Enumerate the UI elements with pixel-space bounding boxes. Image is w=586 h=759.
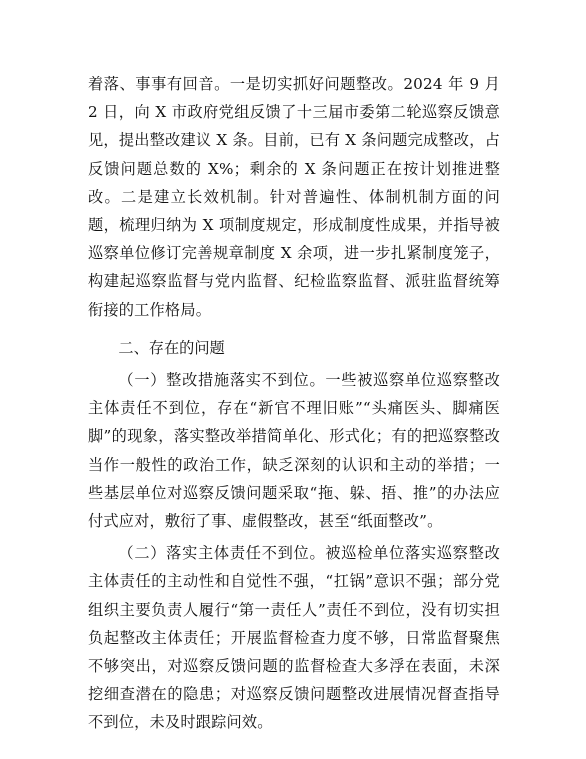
section-heading: 二、存在的问题 (118, 338, 225, 357)
document-page (88, 70, 500, 737)
body-paragraph-3: （二）落实主体责任不到位。被巡检单位落实巡察整改主体责任的主动性和自觉性不强，“扛锅”意识不强；部分党组织主要负责人履行“第一责任人”责任不到位，没有切实担负起整改主体责任；开展监督检查力度不够，日常监督聚焦不够突出，对巡察反馈问题的监督检查大多浮在表面，未深挖细查潜在的隐患；对巡察反馈问题整改进展情况督查指导不到位，未及时跟踪问效。 (88, 544, 500, 732)
paragraph-gap (88, 324, 500, 328)
body-paragraph-2: （一）整改措施落实不到位。一些被巡察单位巡察整改主体责任不到位，存在“新官不理旧账”“头痛医头、脚痛医脚”的现象，落实整改举措简单化、形式化；有的把巡察整改当作一般性的政治工作，缺乏深刻的认识和主动的举措；一些基层单位对巡察反馈问题采取“拖、躲、捂、推”的办法应付式应对，敷衍了事、虚假整改，甚至“纸面整改”。 (88, 371, 500, 531)
body-paragraph-1: 着落、事事有回音。一是切实抓好问题整改。2024 年 9 月 2 日，向 X 市政府党组反馈了十三届市委第二轮巡察反馈意见，提出整改建议 X 条。目前，已有 X 条问题完成整改，占反馈问题总数的 X%；剩余的 X 条问题正在按计划推进整改。二是建立长效机制。针对普遍性、体制机制方面的问题，梳理归纳为 X 项制度规定，形成制度性成果，并指导被巡察单位修订完善规章制度 X 余项，进一步扎紧制度笼子，构建起巡察监督与党内监督、纪检监察监督、派驻监督统筹衔接的工作格局。 (88, 75, 500, 319)
